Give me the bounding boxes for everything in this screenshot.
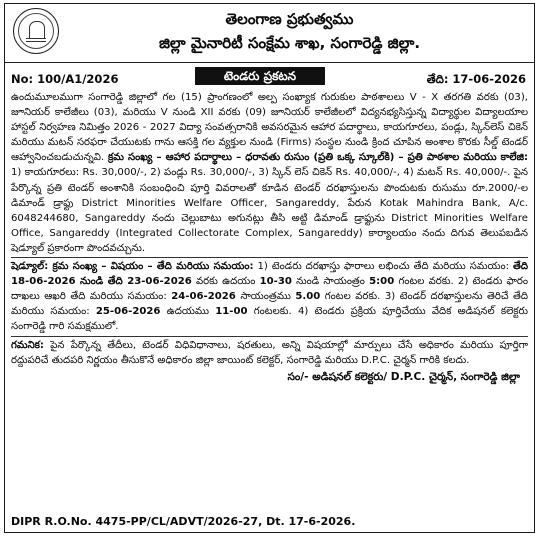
- notice-body: [5, 89, 534, 385]
- schedule-text: నుండి సాయంత్రం: [296, 276, 365, 288]
- schedule-text: గంటలకు. 4) టెండరు ప్రక్రియ పూర్తిచేయు వేదిక అడిషనల్ కలెక్టరు సంగారెడ్డి గారి సమక్షములో.: [11, 306, 528, 333]
- divider: [11, 257, 528, 258]
- invitation-text: ఉందుమూలముగా సంగారెడ్డి జిల్లాలో గల (15) ప్రాంగణంలో అల్ప సంఖ్యాక గురుకుల పాఠశాలలు V - X తరగతి వరకు (03), జూనియర్ కాలేజీలు (03), మరియు V నుండి XII వరకు (09) జూనియర్ కాలేజీలలో విద్యనభ్యసిస్తున్న విద్యార్థుల విద్యాలయాల హాస్టల్ నిర్వహణ నిమిత్తం 2026 - 2027 విద్యా సంవత్సరానికి అవసరమైన ఆహార పదార్థాలు, కాయగూరలు, పండ్లు, స్కిన్‌లెస్ చికెన్ మరియు మటన్ సరఫరా చేయుటకు గాను ఆసక్తి గల వ్యక్తుల నుండి (Firms) సంస్థల నుండి క్రింద చూపిన అంశాల కొరకు సీల్డ్ టెండర్ ఆహ్వానించబడుచున్నవి.: [11, 92, 528, 164]
- notice-date: తేది: 17-06-2026: [426, 72, 526, 86]
- schedule-text: వరకు ఉదయం: [195, 276, 256, 288]
- paragraph-schedule: [11, 259, 528, 334]
- paragraph-invitation: [11, 90, 528, 256]
- schedule-text: గంటల వరకు. 3) టెండర్ దరఖాస్తులను తెరిచే తేది మరియు సమయం:: [11, 291, 528, 318]
- tender-notice-badge: టెండరు ప్రకటన: [195, 67, 325, 85]
- schedule-date: 25-06-2026: [95, 306, 161, 318]
- schedule-time: 10-30: [259, 276, 292, 288]
- schedule-text: ఉదయము: [166, 306, 210, 318]
- department-title: జిల్లా మైనారిటీ సంక్షేమ శాఖ, సంగారెడ్డి జిల్లా.: [158, 34, 421, 52]
- note-heading: గమనిక:: [11, 339, 44, 351]
- schedule-dates: తేది 18-06-2026 నుండి తేది 23-06-2026: [11, 261, 528, 288]
- note-text: పైన పేర్కొన్న తేదీలు, టెండర్ విధివిధానాలు, షరతులు, అన్ని విషయాల్లో మార్పులు చేసే అధికారం మరియు పూర్తిగా రద్దుపరిచే తుదపరి నిర్ణయం తీసుకొనే అధికారం జిల్లా జాయింట్ కలెక్టర్, సంగారెడ్డి మరియు D.P.C. చైర్మన్ గారికి కలదు.: [11, 339, 528, 366]
- schedule-date: 24-06-2026: [171, 291, 236, 303]
- schedule-text: సాయంత్రము: [240, 291, 291, 303]
- schedule-text: 1) టెండరు దరఖాస్తు ఫారాలు లభించు తేది మరియు సమయం:: [257, 261, 510, 273]
- dipr-release-number: DIPR R.O.No. 4475-PP/CL/ADVT/2026-27, Dt. 17-6-2026.: [11, 515, 356, 528]
- reference-row: [5, 63, 534, 89]
- tender-notice: [4, 3, 535, 533]
- schedule-text: గంటల వరకు. 2) టెండరు ఫారం దాఖలు ఆఖరి తేది మరియు సమయం:: [11, 276, 529, 303]
- signature-line: సం/- అడిషనల్ కలెక్టరు/ D.P.C. చైర్మన్, సంగారెడ్డి జిల్లా: [287, 370, 520, 383]
- paragraph-note: [11, 338, 528, 368]
- schedule-heading: షెడ్యూల్: క్రమ సంఖ్య – విషయం – తేది మరియు సమయం:: [11, 261, 254, 273]
- government-title: తెలంగాణ ప్రభుత్వము: [225, 10, 354, 28]
- notice-header: [5, 4, 534, 63]
- schedule-time: 5.00: [295, 291, 321, 303]
- items-details: 1) కాయగూరలు: Rs. 30,000/-, 2) పండ్లు Rs. 30,000/-, 3) స్కిన్ లెస్ చికెన్ Rs. 40,000/-, 4) మటన్ Rs. 40,000/-. పైన పేర్కొన్న ప్రతి టెండర్ అంశానికి సంబంధించి పూర్తి వివరాలతో కూడిన టెండర్ దరఖాస్తులను పొందుటకు రుసుము రూ.2000/-ల డిమాండ్ డ్రాఫ్టు District Minorities Welfare Officer, Sangareddy, పేరున Kotak Mahindra Bank, A/c. 6048244680, Sangareddy నందు చెల్లుబాటు అగునట్లు తీసి అట్టి డిమాండ్ డ్రాఫ్టును District Minorities Welfare Office, Sangareddy (Integrated Collectorate Complex, Sangareddy) కార్యాలయం నందు దిగువ తెలుపబడిన షెడ్యూల్ ప్రకారంగా పొందవచ్చును.: [11, 167, 528, 254]
- schedule-time: 5:00: [369, 276, 395, 288]
- items-heading: క్రమ సంఖ్య – ఆహార పదార్థాలు – ధరావతు రుసుం (ప్రతి ఒక్క స్కూల్‌కి) – ప్రతి పాఠశాల మరియు కాలేజి:: [107, 152, 528, 164]
- divider: [11, 336, 528, 337]
- reference-number: No: 100/A1/2026: [11, 72, 119, 86]
- schedule-time: 11-00: [215, 306, 248, 318]
